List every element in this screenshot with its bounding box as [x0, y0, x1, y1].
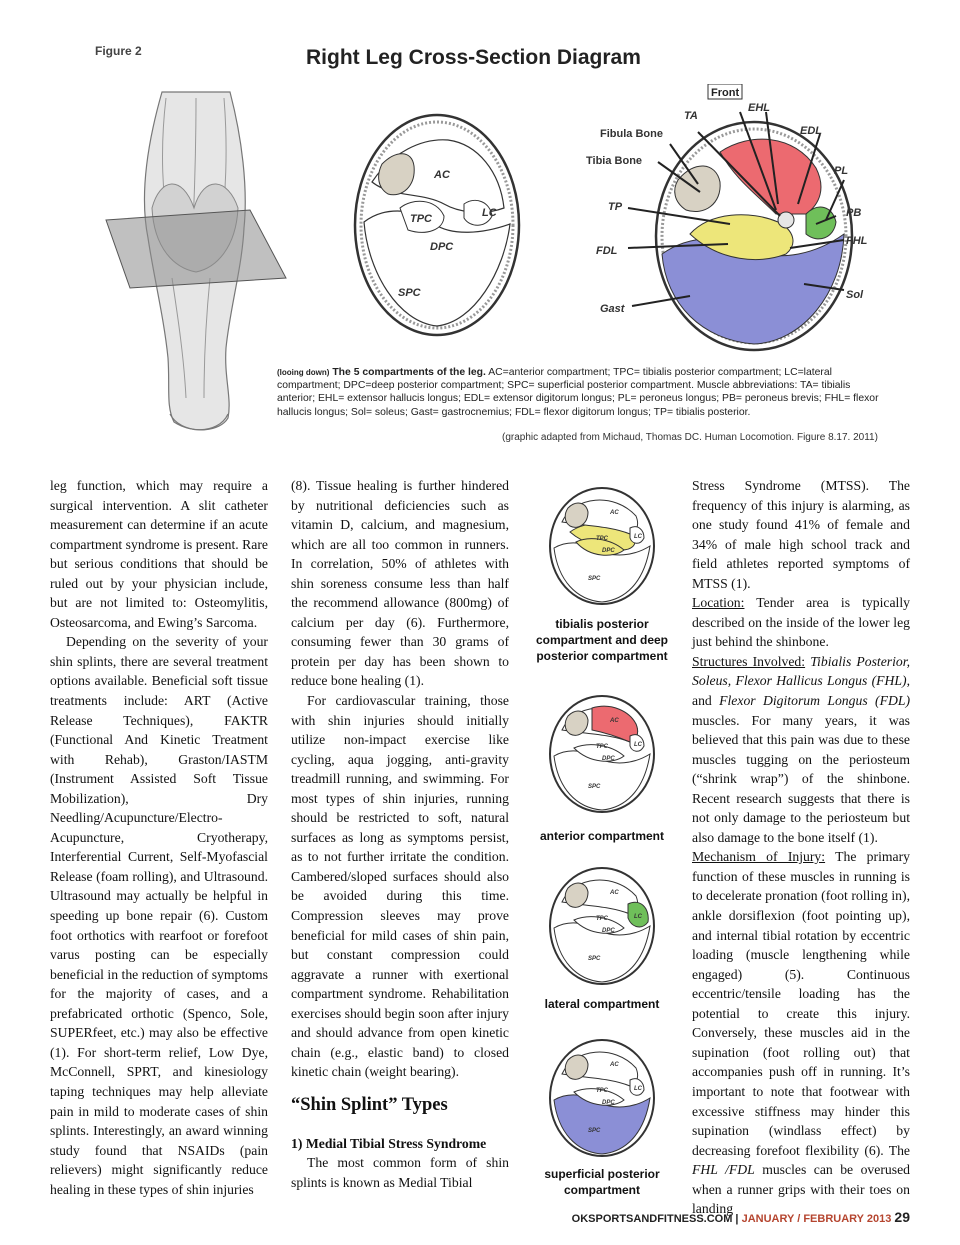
- figure-title: Right Leg Cross-Section Diagram: [306, 46, 641, 69]
- right-label-ehl: EHL: [748, 102, 770, 114]
- footer-issue: JANUARY / FEBRUARY 2013: [741, 1213, 892, 1225]
- subsection-heading: 1) Medial Tibial Stress Syndrome: [291, 1135, 487, 1151]
- figure-caption: [277, 366, 887, 419]
- structures-label: Structures Involved:: [692, 653, 806, 669]
- structures-text: , and: [692, 673, 910, 709]
- mini-diagram-label: anterior compartment: [539, 829, 665, 843]
- caption-lead: (looing down): [277, 368, 330, 377]
- mini-diagram-lateral: [540, 864, 664, 988]
- right-label-pb: PB: [846, 207, 862, 219]
- left-label-spc: SPC: [398, 287, 421, 299]
- caption-bold: The 5 compartments of the leg.: [332, 367, 486, 378]
- right-label-fdl: FDL: [596, 245, 618, 257]
- structures-text: muscles. For many years, it was believed that this pain was due to these muscles tugging on the periosteum (“shrink wrap”) of the shinbone. Recent research suggests that there is not only damage to the periosteum but also damage to the bone itself (1).: [692, 712, 910, 845]
- right-label-edl: EDL: [800, 125, 822, 137]
- paragraph: Stress Syndrome (MTSS). The frequency of this injury is alarming, as one study found 41% of female and 34% of male high school track and field athletes reported symptoms of MTSS (1).: [692, 478, 910, 591]
- right-label-gast: Gast: [600, 303, 625, 315]
- location-label: Location:: [692, 595, 745, 611]
- mini-diagram-label: superficial posterior compartment: [544, 1167, 660, 1197]
- right-label-sol: Sol: [846, 289, 864, 301]
- cross-section-diagram-left: [352, 112, 522, 338]
- mini-label-ac: AC: [610, 1062, 619, 1068]
- mechanism-label: Mechanism of Injury:: [692, 849, 826, 865]
- mini-diagram-label: tibialis posterior compartment and deep posterior compartment: [535, 617, 669, 663]
- mini-label-lc: LC: [634, 914, 642, 920]
- paragraph: Depending on the severity of your shin splints, there are several treatment options available. Beneficial soft tissue treatments include: ART (Active Release Techniques), FAKTR (Functional And Kinetic Treatment with Rehab), Graston/IASTM (Instrument Assisted Soft Tissue Mobilization), Dry Needling/Acupuncture/Electro-Acupuncture, Cryotherapy, Interferential Current, Self-Myofascial Release (foam rolling), and Ultrasound. Ultrasound may actually be helpful in speeding up bone repair (6). Custom foot orthotics with rearfoot or forefoot varus posting can be especially beneficial in the reduction of symptoms for the majority of cases, and a prefabricated orthotic (Spenco, Sole, SUPERfeet, etc.) may also be effective (1). For short-term relief, Low Dye, McConnell, SPRT, and kinesiology taping techniques may help alleviate pain in mild to moderate cases of shin splints. Interestingly, an award winning study found that NSAIDs (pain relievers) might significantly reduce healing in these types of shin injuries: [50, 634, 268, 1197]
- mini-diagram-label: lateral compartment: [544, 997, 660, 1011]
- caption-text: AC=anterior compartment; TPC= tibialis posterior compartment; LC=lateral compartment; DPC=deep posterior compartment; SPC= superficial posterior compartment. Muscle abbreviations: TA= tibialis anterior; EHL= extensor hallucis longus; EDL= extensor digitorum longus; PL= peroneus longus; PB= peroneus brevis; FHL= flexor hallucis longus; Sol= soleus; Gast= gastrocnemius; FDL= flexor digitorum longus; TP= tibialis posterior.: [277, 367, 879, 418]
- location-text: Tender area is typically described on the inside of the lower leg just behind the shinbone.: [692, 595, 910, 650]
- mini-label-spc: SPC: [588, 784, 601, 790]
- mini-label-dpc: DPC: [602, 548, 615, 554]
- section-heading: “Shin Splint” Types: [291, 1094, 448, 1115]
- right-label-tibia-bone: Tibia Bone: [586, 155, 643, 167]
- text-column-1: [50, 476, 268, 1199]
- left-label-dpc: DPC: [430, 241, 454, 253]
- mini-label-tpc: TPC: [596, 744, 608, 750]
- mechanism-text: muscles can be overused when a runner grips with their toes on landing: [692, 1162, 910, 1217]
- page-footer: [572, 1209, 910, 1225]
- mini-label-dpc: DPC: [602, 756, 615, 762]
- right-label-pl: PL: [834, 165, 849, 177]
- mini-label-lc: LC: [634, 534, 642, 540]
- figure-label: Figure 2: [95, 44, 142, 58]
- mini-label-ac: AC: [610, 718, 619, 724]
- footer-site: OKSPORTSANDFITNESS.COM: [571, 1213, 733, 1225]
- mini-label-dpc: DPC: [602, 928, 615, 934]
- structures-italic: Flexor Digitorum Longus (FDL): [719, 693, 910, 709]
- paragraph: The most common form of shin splints is known as Medial Tibial: [291, 1155, 509, 1190]
- footer-separator: |: [732, 1213, 742, 1225]
- mini-label-tpc: TPC: [596, 536, 608, 542]
- paragraph-structures: [692, 652, 910, 847]
- text-column-3: [692, 476, 910, 1219]
- left-label-lc: LC: [482, 207, 497, 219]
- figure-credit: (graphic adapted from Michaud, Thomas DC. Human Locomotion. Figure 8.17. 2011): [502, 432, 878, 443]
- right-label-fhl: FHL: [846, 235, 868, 247]
- paragraph-mechanism: [692, 847, 910, 1218]
- mini-diagram-superficial: [540, 1036, 664, 1160]
- left-label-ac: AC: [434, 169, 450, 181]
- mini-label-ac: AC: [610, 510, 619, 516]
- mini-label-ac: AC: [610, 890, 619, 896]
- mechanism-text: The primary function of these muscles in running is to decelerate pronation (foot rolling in), ankle dorsiflexion (foot pointing up), and internal tibial rotation by eccentric loading (muscle lengthening while engaged) (5). Continuous eccentric/tensile loading has the potential to create this injury. Conversely, these muscles aid in the supination (foot rolling out) that accompanies push off in running. It’s important to note that footwear with excessive stiffness may hinder this supination (windlass effect) by decreasing forefoot flexibility (6). The: [692, 849, 910, 1158]
- mini-label-tpc: TPC: [596, 1088, 608, 1094]
- right-label-fibula-bone: Fibula Bone: [600, 128, 663, 140]
- mini-label-spc: SPC: [588, 1128, 601, 1134]
- right-label-front: Front: [711, 87, 740, 99]
- left-label-tpc: TPC: [410, 213, 432, 225]
- right-label-tp: TP: [608, 201, 623, 213]
- mechanism-italic: FHL /FDL: [692, 1162, 755, 1178]
- paragraph: (8). Tissue healing is further hindered by nutritional deficiencies such as vitamin D, calcium, and magnesium, which are all too common in runners. In correlation, 50% of athletes with shin soreness consume less than half the recommend allowance (800mg) of calcium per day (6). Furthermore, consuming fewer than 30 grams of protein per day has been shown to reduce bone healing (1).: [291, 478, 509, 689]
- structures-italic: Tibialis Posterior, Soleus, Flexor Hallicus Longus (FHL): [692, 653, 910, 689]
- mini-label-lc: LC: [634, 1086, 642, 1092]
- mini-diagram-tibialis-deep: [540, 484, 664, 608]
- mini-label-dpc: DPC: [602, 1100, 615, 1106]
- mini-label-spc: SPC: [588, 576, 601, 582]
- leg-illustration: [100, 88, 290, 440]
- right-label-ta: TA: [684, 110, 698, 122]
- text-column-2: [291, 476, 509, 1192]
- paragraph: For cardiovascular training, those with shin injuries should initially utilize non-impact exercise like cycling, aqua jogging, anti-gravity treadmill running, and swimming. For most types of shin injuries, running should be restricted to soft, natural surfaces as long as symptoms persist, as to not further irritate the condition. Cambered/sloped surfaces should also be avoided during this time. Compression sleeves may prove beneficial for mild cases of shin pain, but constant compression could aggravate a runner with exertional compartment syndrome. Rehabilitation exercises should begin soon after injury and should advance from open kinetic chain (e.g., elastic band) to closed kinetic chain (weight bearing).: [291, 693, 509, 1080]
- mini-label-spc: SPC: [588, 956, 601, 962]
- paragraph: leg function, which may require a surgical intervention. A slit catheter measurement can determine if an acute compartment syndrome is present. Rare but serious conditions that should be ruled out by your physician include, but are not limited to: Osteomylitis, Osteosarcoma, and Ewing’s Sarcoma.: [50, 478, 268, 630]
- mini-label-lc: LC: [634, 742, 642, 748]
- cross-section-diagram-right: [580, 84, 880, 354]
- page-number: 29: [894, 1209, 910, 1225]
- mini-diagram-anterior: [540, 692, 664, 816]
- paragraph-location: [692, 593, 910, 652]
- mini-label-tpc: TPC: [596, 916, 608, 922]
